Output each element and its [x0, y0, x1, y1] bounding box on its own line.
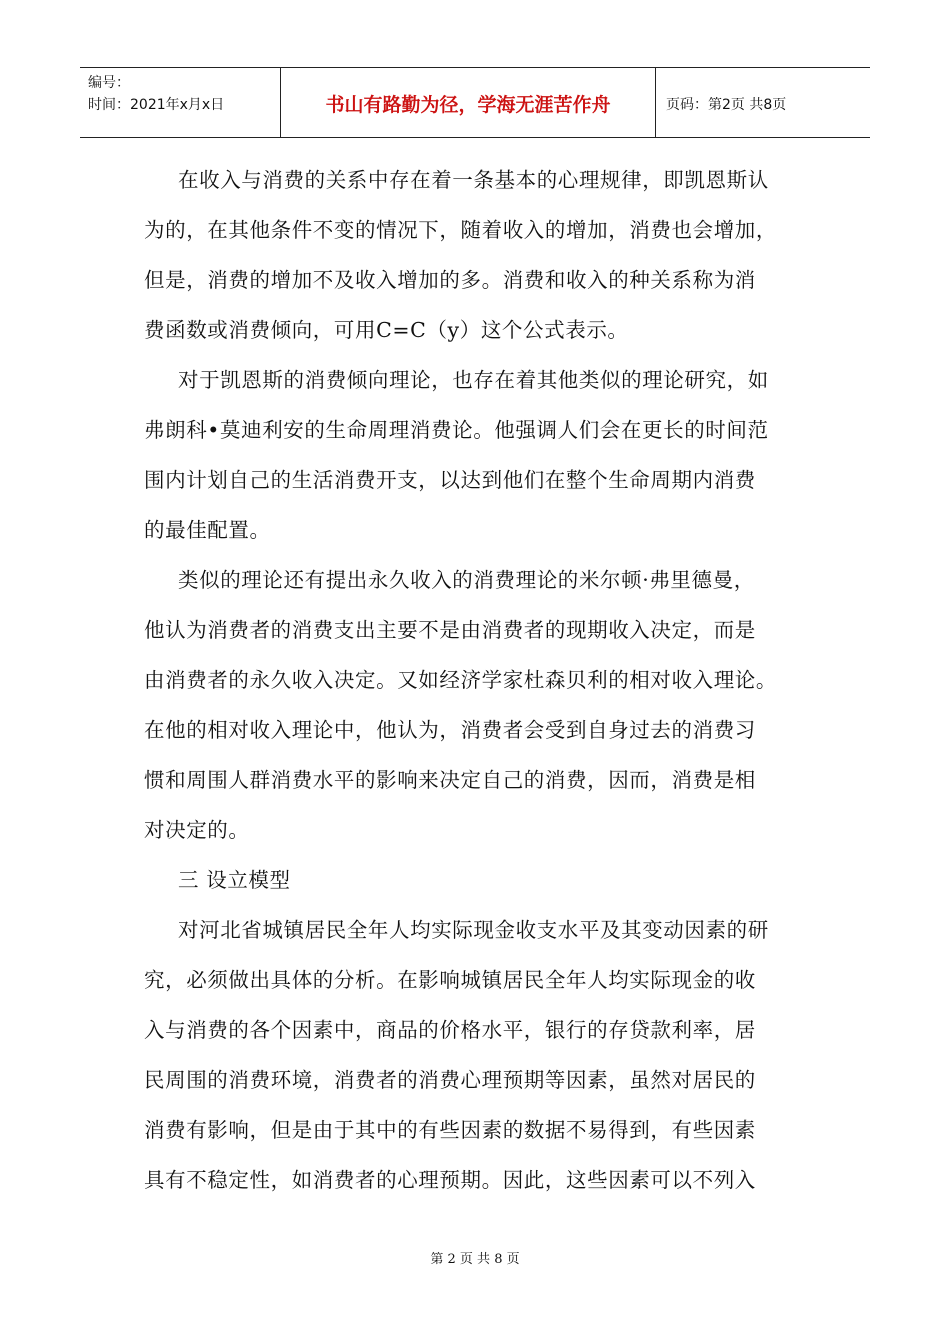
text-line: 为的，在其他条件不变的情况下，随着收入的增加，消费也会增加，	[144, 218, 777, 242]
text-line: 消费有影响，但是由于其中的有些因素的数据不易得到，有些因素	[144, 1118, 756, 1142]
text-line: 由消费者的永久收入决定。又如经济学家杜森贝利的相对收入理论。	[144, 668, 777, 692]
header-motto-cell	[280, 68, 656, 137]
text-line: 对决定的。	[144, 818, 250, 842]
text-line: 他认为消费者的消费支出主要不是由消费者的现期收入决定，而是	[144, 618, 756, 642]
time-label: 时间：2021年x月x日	[88, 97, 225, 113]
section-heading: 三 设立模型	[178, 868, 291, 892]
text-line: 在他的相对收入理论中，他认为，消费者会受到自身过去的消费习	[144, 718, 756, 742]
page-code: 页码：第2页 共8页	[666, 97, 787, 113]
number-label: 编号：	[88, 75, 130, 91]
text-line: 围内计划自己的生活消费开支，以达到他们在整个生命周期内消费	[144, 468, 756, 492]
text-line: 入与消费的各个因素中，商品的价格水平，银行的存贷款利率，居	[144, 1018, 756, 1042]
text-line: 对河北省城镇居民全年人均实际现金收支水平及其变动因素的研	[178, 918, 769, 942]
text-line: 惯和周围人群消费水平的影响来决定自己的消费，因而，消费是相	[144, 768, 756, 792]
header-page-cell	[656, 68, 870, 137]
page-footer: 第 2 页 共 8 页	[430, 1252, 520, 1267]
text-line: 对于凯恩斯的消费倾向理论，也存在着其他类似的理论研究，如	[178, 368, 769, 392]
text-line: 但是，消费的增加不及收入增加的多。消费和收入的种关系称为消	[144, 268, 756, 292]
page-header	[80, 67, 870, 138]
text-line: 民周围的消费环境，消费者的消费心理预期等因素，虽然对居民的	[144, 1068, 756, 1092]
text-line: 类似的理论还有提出永久收入的消费理论的米尔顿·弗里德曼，	[178, 568, 755, 592]
motto-text: 书山有路勤为径，学海无涯苦作舟	[325, 94, 611, 116]
text-line: 具有不稳定性，如消费者的心理预期。因此，这些因素可以不列入	[144, 1168, 756, 1192]
text-line: 费函数或消费倾向，可用C=C（y）这个公式表示。	[144, 318, 629, 342]
header-info-cell	[80, 68, 280, 137]
document-body	[144, 164, 814, 1214]
text-line: 在收入与消费的关系中存在着一条基本的心理规律，即凯恩斯认	[178, 168, 769, 192]
text-line: 究，必须做出具体的分析。在影响城镇居民全年人均实际现金的收	[144, 968, 756, 992]
text-line: 的最佳配置。	[144, 518, 271, 542]
text-line: 弗朗科•莫迪利安的生命周理消费论。他强调人们会在更长的时间范	[144, 418, 769, 442]
